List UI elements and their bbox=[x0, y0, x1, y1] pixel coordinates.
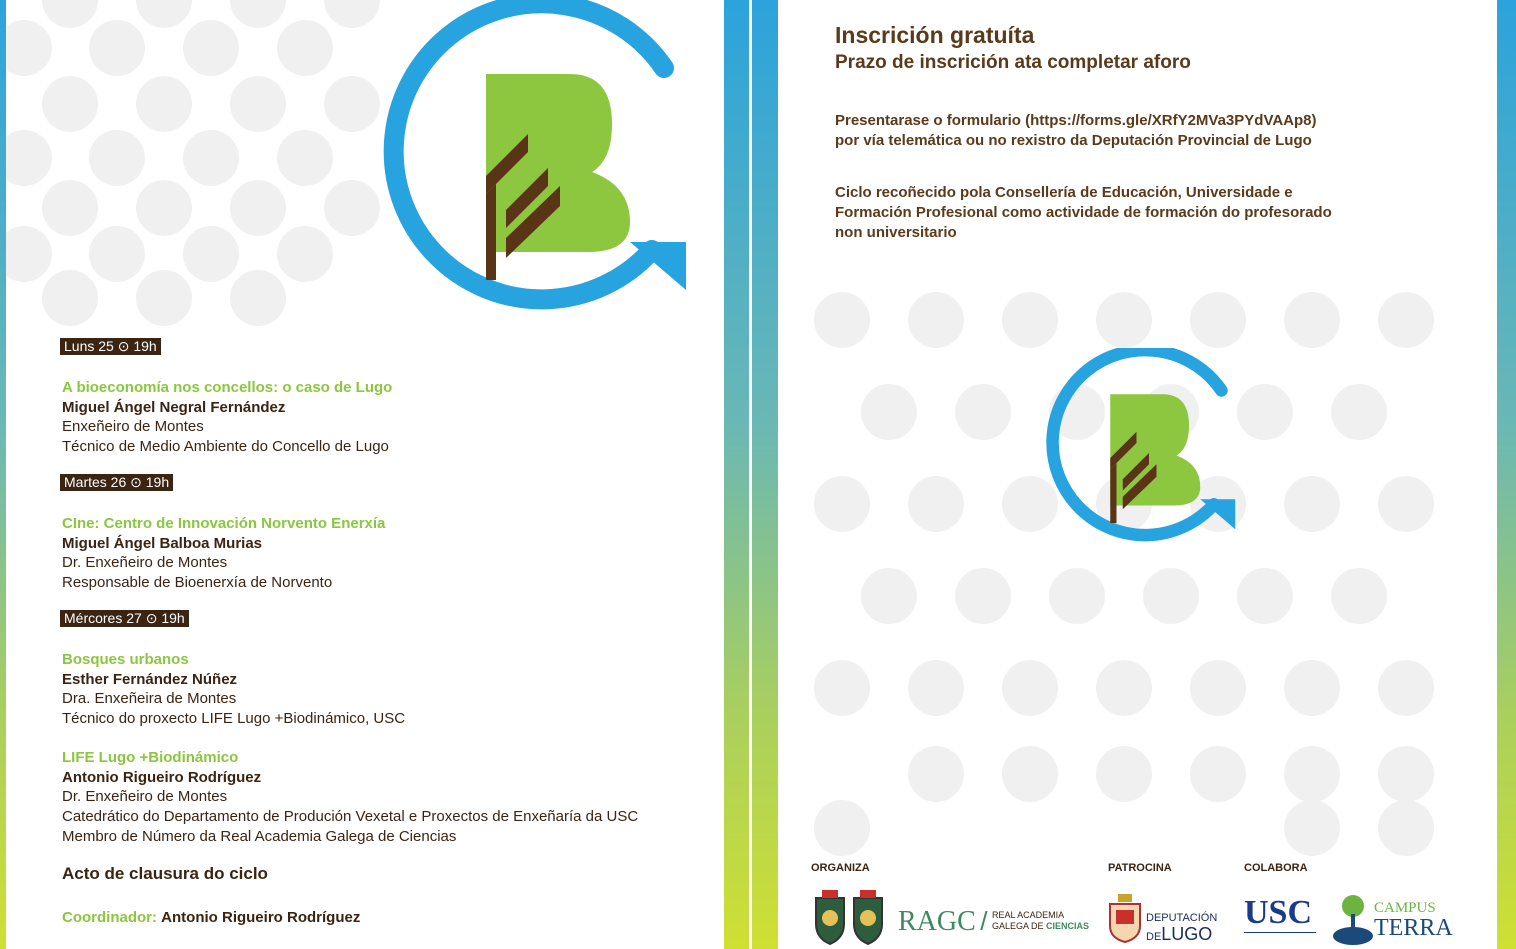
right-page bbox=[778, 0, 1497, 949]
info-recognition-line1: Ciclo recoñecido pola Consellería de Educación, Universidade e bbox=[835, 184, 1293, 201]
crest-icon bbox=[850, 890, 886, 946]
ragc-slash: / bbox=[980, 906, 988, 936]
center-bar-right bbox=[752, 0, 778, 949]
closing-title: Acto de clausura do ciclo bbox=[62, 864, 268, 883]
talk-title: Bosques urbanos bbox=[62, 651, 189, 668]
campus-text: CAMPUS bbox=[1374, 900, 1436, 916]
speaker-role: Membro de Número da Real Academia Galega de Ciencias bbox=[62, 828, 457, 845]
session-day-badge: Martes 26 ⊙ 19h bbox=[60, 474, 173, 491]
talk-title: CIne: Centro de Innovación Norvento Enerxía bbox=[62, 515, 386, 532]
center-bar-left bbox=[724, 0, 749, 949]
terra-text: TERRA bbox=[1374, 915, 1453, 941]
campus-terra-logo bbox=[1374, 900, 1453, 940]
ragc-text: RAGC bbox=[898, 906, 976, 937]
speaker-role: Dr. Enxeñeiro de Montes bbox=[62, 788, 228, 805]
speaker-role: Dra. Enxeñeira de Montes bbox=[62, 690, 237, 707]
talk-title: LIFE Lugo +Biodinámico bbox=[62, 749, 239, 766]
right-edge-bar bbox=[1497, 0, 1516, 949]
ragc-subtitle: REAL ACADEMIA GALEGA DE CIENCIAS bbox=[991, 910, 1089, 931]
bioeconomy-logo-large bbox=[380, 0, 700, 336]
campus-terra-tree-icon bbox=[1330, 892, 1376, 946]
label-colabora: COLABORA bbox=[1244, 862, 1308, 874]
heading-free-registration: Inscrición gratuíta bbox=[835, 22, 1035, 48]
speaker-role: Dr. Enxeñeiro de Montes bbox=[62, 554, 228, 571]
talk-title: A bioeconomía nos concellos: o caso de Lugo bbox=[62, 379, 393, 396]
usc-subtext bbox=[1244, 932, 1316, 939]
session-day-badge: Mércores 27 ⊙ 19h bbox=[60, 610, 189, 627]
speaker-role: Técnico de Medio Ambiente do Concello de Lugo bbox=[62, 438, 389, 455]
speaker-role: Técnico do proxecto LIFE Lugo +Biodinámico, USC bbox=[62, 710, 406, 727]
heading-deadline: Prazo de inscrición ata completar aforo bbox=[835, 52, 1191, 73]
speaker-name: Antonio Rigueiro Rodríguez bbox=[62, 769, 262, 786]
label-organiza: ORGANIZA bbox=[811, 862, 870, 874]
speaker-role: Catedrático do Departamento de Produción Vexetal e Proxectos de Enxeñaría da USC bbox=[62, 808, 639, 825]
speaker-role: Responsable de Bioenerxía de Norvento bbox=[62, 574, 333, 591]
usc-logo bbox=[1244, 896, 1316, 939]
info-form-line2: por vía telemática ou no rexistro da Deputación Provincial de Lugo bbox=[835, 132, 1312, 149]
speaker-role: Enxeñeiro de Montes bbox=[62, 418, 204, 435]
ragc-logo bbox=[898, 906, 1089, 938]
coordinator bbox=[62, 908, 360, 928]
deputacion-line2: DELUGO bbox=[1146, 924, 1213, 944]
label-patrocina: PATROCINA bbox=[1108, 862, 1172, 874]
crest-icon bbox=[812, 890, 848, 946]
info-form-line1: Presentarase o formulario (https://forms.gle/XRfY2MVa3PYdVAAp8) bbox=[835, 112, 1317, 129]
usc-text: USC bbox=[1244, 894, 1313, 931]
coordinator-name: Antonio Rigueiro Rodríguez bbox=[161, 909, 361, 926]
deputacion-crest-icon bbox=[1108, 894, 1142, 944]
deputacion-logo bbox=[1146, 912, 1217, 945]
speaker-name: Esther Fernández Núñez bbox=[62, 671, 238, 688]
left-page bbox=[6, 0, 724, 949]
info-recognition-line3: non universitario bbox=[835, 224, 957, 241]
info-recognition-line2: Formación Profesional como actividade de formación do profesorado bbox=[835, 204, 1332, 221]
speaker-name: Miguel Ángel Negral Fernández bbox=[62, 399, 286, 416]
deputacion-line1: DEPUTACIÓN bbox=[1146, 912, 1218, 924]
bioeconomy-logo-small bbox=[1044, 348, 1244, 558]
speaker-name: Miguel Ángel Balboa Murias bbox=[62, 535, 263, 552]
session-day-badge: Luns 25 ⊙ 19h bbox=[60, 338, 161, 355]
coordinator-label: Coordinador: bbox=[62, 909, 157, 926]
